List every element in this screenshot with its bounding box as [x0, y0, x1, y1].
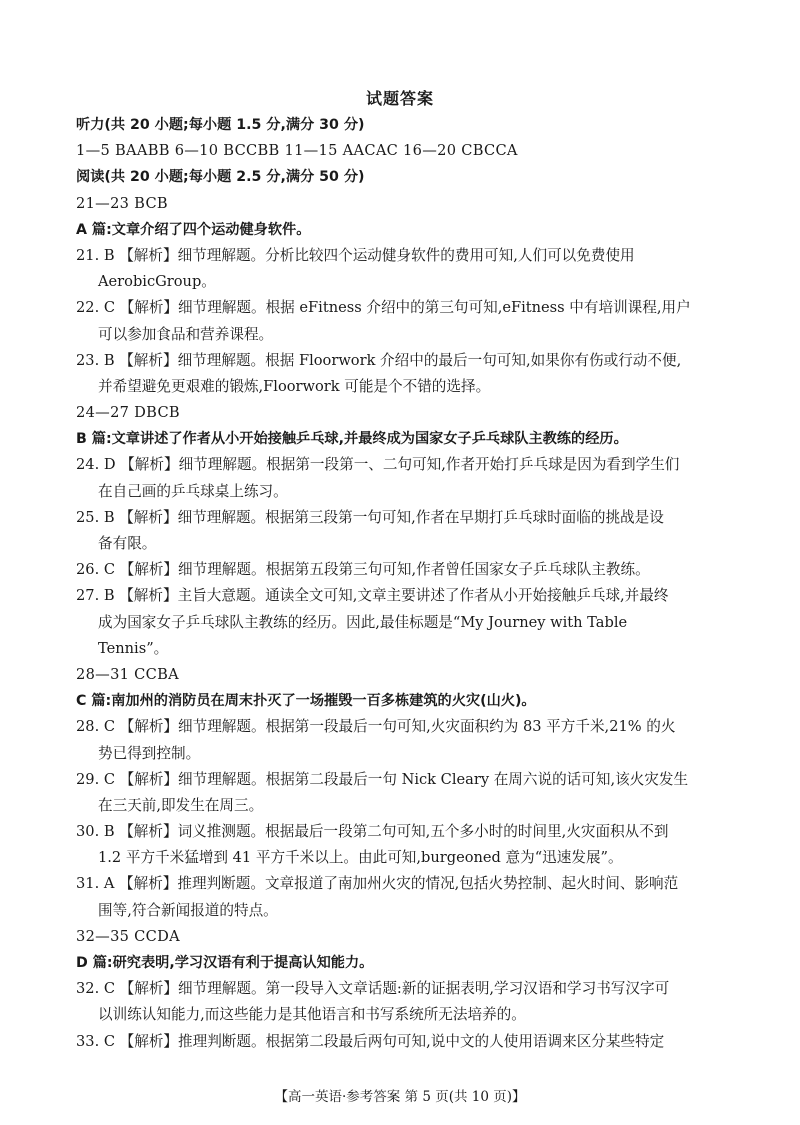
- section-heading: 阅读(共 20 小题;每小题 2.5 分,满分 50 分): [76, 169, 365, 186]
- answer-content: [76, 112, 728, 1055]
- question-explanation: 27. B 【解析】主旨大意题。通读全文可知,文章主要讲述了作者从小开始接触乒乓球,并最终: [76, 587, 669, 605]
- explanation-continuation: 在自己画的乒乓球桌上练习。: [98, 482, 288, 500]
- explanation-continuation: Tennis”。: [98, 639, 169, 657]
- question-explanation: 26. C 【解析】细节理解题。根据第五段第三句可知,作者曾任国家女子乒乓球队主教练。: [76, 561, 650, 579]
- question-explanation: 28. C 【解析】细节理解题。根据第一段最后一句可知,火灾面积约为 83 平方千米,21% 的火: [76, 718, 676, 736]
- section-heading: D 篇:研究表明,学习汉语有利于提高认知能力。: [76, 955, 374, 971]
- answer-key-line: 32—35 CCDA: [76, 927, 180, 945]
- page-title: 试题答案: [365, 89, 434, 108]
- explanation-continuation: 1.2 平方千米猛增到 41 平方千米以上。由此可知,burgeoned 意为“迅速发展”。: [98, 849, 623, 867]
- question-explanation: 22. C 【解析】细节理解题。根据 eFitness 介绍中的第三句可知,eFitness 中有培训课程,用户: [76, 299, 691, 317]
- question-explanation: 25. B 【解析】细节理解题。根据第三段第一句可知,作者在早期打乒乓球时面临的挑战是设: [76, 508, 664, 526]
- question-explanation: 32. C 【解析】细节理解题。第一段导入文章话题:新的证据表明,学习汉语和学习书写汉字可: [76, 980, 670, 998]
- section-heading: B 篇:文章讲述了作者从小开始接触乒乓球,并最终成为国家女子乒乓球队主教练的经历。: [76, 431, 628, 448]
- answer-key-line: 21—23 BCB: [76, 194, 168, 212]
- question-explanation: 30. B 【解析】词义推测题。根据最后一段第二句可知,五个多小时的时间里,火灾面积从不到: [76, 823, 669, 841]
- explanation-continuation: 成为国家女子乒乓球队主教练的经历。因此,最佳标题是“My Journey with Table: [98, 613, 628, 631]
- section-heading: 听力(共 20 小题;每小题 1.5 分,满分 30 分): [76, 117, 365, 133]
- explanation-continuation: 可以参加食品和营养课程。: [98, 325, 274, 343]
- explanation-continuation: 并希望避免更艰难的锻炼,Floorwork 可能是个不错的选择。: [98, 377, 491, 395]
- question-explanation: 31. A 【解析】推理判断题。文章报道了南加州火灾的情况,包括火势控制、起火时间、影响范: [76, 875, 679, 893]
- answer-key-line: 24—27 DBCB: [76, 404, 180, 422]
- explanation-continuation: AerobicGroup。: [98, 273, 216, 291]
- question-explanation: 23. B 【解析】细节理解题。根据 Floorwork 介绍中的最后一句可知,如果你有伤或行动不便,: [76, 351, 682, 369]
- question-explanation: 29. C 【解析】细节理解题。根据第二段最后一句 Nick Cleary 在周六说的话可知,该火灾发生: [76, 770, 689, 788]
- section-heading: C 篇:南加州的消防员在周末扑灭了一场摧毁一百多栋建筑的火灾(山火)。: [76, 693, 536, 710]
- question-explanation: 33. C 【解析】推理判断题。根据第二段最后两句可知,说中文的人使用语调来区分某些特定: [76, 1032, 665, 1050]
- question-explanation: 21. B 【解析】细节理解题。分析比较四个运动健身软件的费用可知,人们可以免费使用: [76, 246, 635, 264]
- question-explanation: 24. D 【解析】细节理解题。根据第一段第一、二句可知,作者开始打乒乓球是因为看到学生们: [76, 456, 680, 474]
- explanation-continuation: 在三天前,即发生在周三。: [98, 796, 264, 814]
- answer-key-line: 1—5 BAABB 6—10 BCCBB 11—15 AACAC 16—20 CBCCA: [76, 142, 518, 160]
- page-footer: 【高一英语·参考答案 第 5 页(共 10 页)】: [274, 1089, 526, 1105]
- answer-key-line: 28—31 CCBA: [76, 665, 179, 683]
- explanation-continuation: 备有限。: [98, 535, 157, 552]
- section-heading: A 篇:文章介绍了四个运动健身软件。: [76, 221, 311, 238]
- explanation-continuation: 围等,符合新闻报道的特点。: [98, 901, 278, 919]
- explanation-continuation: 以训练认知能力,而这些能力是其他语言和书写系统所无法培养的。: [98, 1006, 526, 1024]
- explanation-continuation: 势已得到控制。: [98, 744, 201, 762]
